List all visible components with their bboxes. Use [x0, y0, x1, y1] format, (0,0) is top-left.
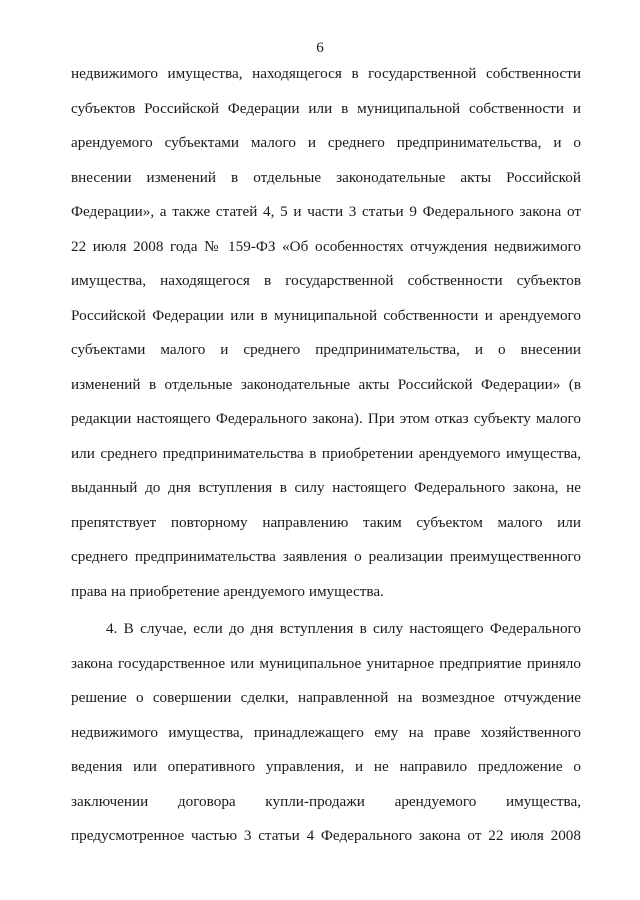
- page-number: 6: [316, 40, 324, 56]
- text-line: решение о совершении сделки, направленной на возмездное отчуждение: [71, 689, 581, 706]
- text-line: изменений в отдельные законодательные акты Российской Федерации» (в: [71, 375, 581, 393]
- paragraph-1: [71, 64, 581, 616]
- text-line: 22 июля 2008 года № 159-ФЗ «Об особенностях отчуждения недвижимого: [71, 237, 581, 255]
- document-body: [71, 64, 581, 861]
- text-line: закона государственное или муниципальное унитарное предприятие приняло: [71, 654, 581, 672]
- text-line: арендуемого субъектами малого и среднего предпринимательства, и о: [71, 134, 581, 151]
- text-line: Российской Федерации или в муниципальной собственности и арендуемого: [71, 306, 581, 324]
- text-line: недвижимого имущества, находящегося в государственной собственности: [71, 65, 581, 82]
- text-line: Федерации», а также статей 4, 5 и части 3 статьи 9 Федерального закона от: [71, 203, 581, 220]
- text-line: или среднего предпринимательства в приобретении арендуемого имущества,: [71, 444, 581, 462]
- text-line: среднего предпринимательства заявления о реализации преимущественного: [71, 548, 581, 565]
- text-line: недвижимого имущества, принадлежащего ему на праве хозяйственного: [71, 723, 581, 741]
- text-line: заключении договора купли-продажи арендуемого имущества,: [71, 792, 581, 810]
- paragraph-2: [71, 619, 581, 861]
- text-line: внесении изменений в отдельные законодательные акты Российской: [71, 168, 581, 186]
- text-line: препятствует повторному направлению таким субъектом малого или: [71, 513, 581, 531]
- text-line: редакции настоящего Федерального закона). При этом отказ субъекту малого: [71, 410, 581, 427]
- text-line: имущества, находящегося в государственной собственности субъектов: [71, 272, 581, 289]
- text-line: 4. В случае, если до дня вступления в силу настоящего Федерального: [106, 620, 581, 637]
- text-line: субъектами малого и среднего предпринимательства, и о внесении: [71, 341, 581, 358]
- text-line: субъектов Российской Федерации или в муниципальной собственности и: [71, 99, 581, 117]
- text-line: права на приобретение арендуемого имущества.: [71, 582, 384, 600]
- text-line: предусмотренное частью 3 статьи 4 Федерального закона от 22 июля 2008: [71, 827, 581, 844]
- text-line: ведения или оперативного управления, и не направило предложение о: [71, 758, 581, 775]
- text-line: выданный до дня вступления в силу настоящего Федерального закона, не: [71, 479, 581, 496]
